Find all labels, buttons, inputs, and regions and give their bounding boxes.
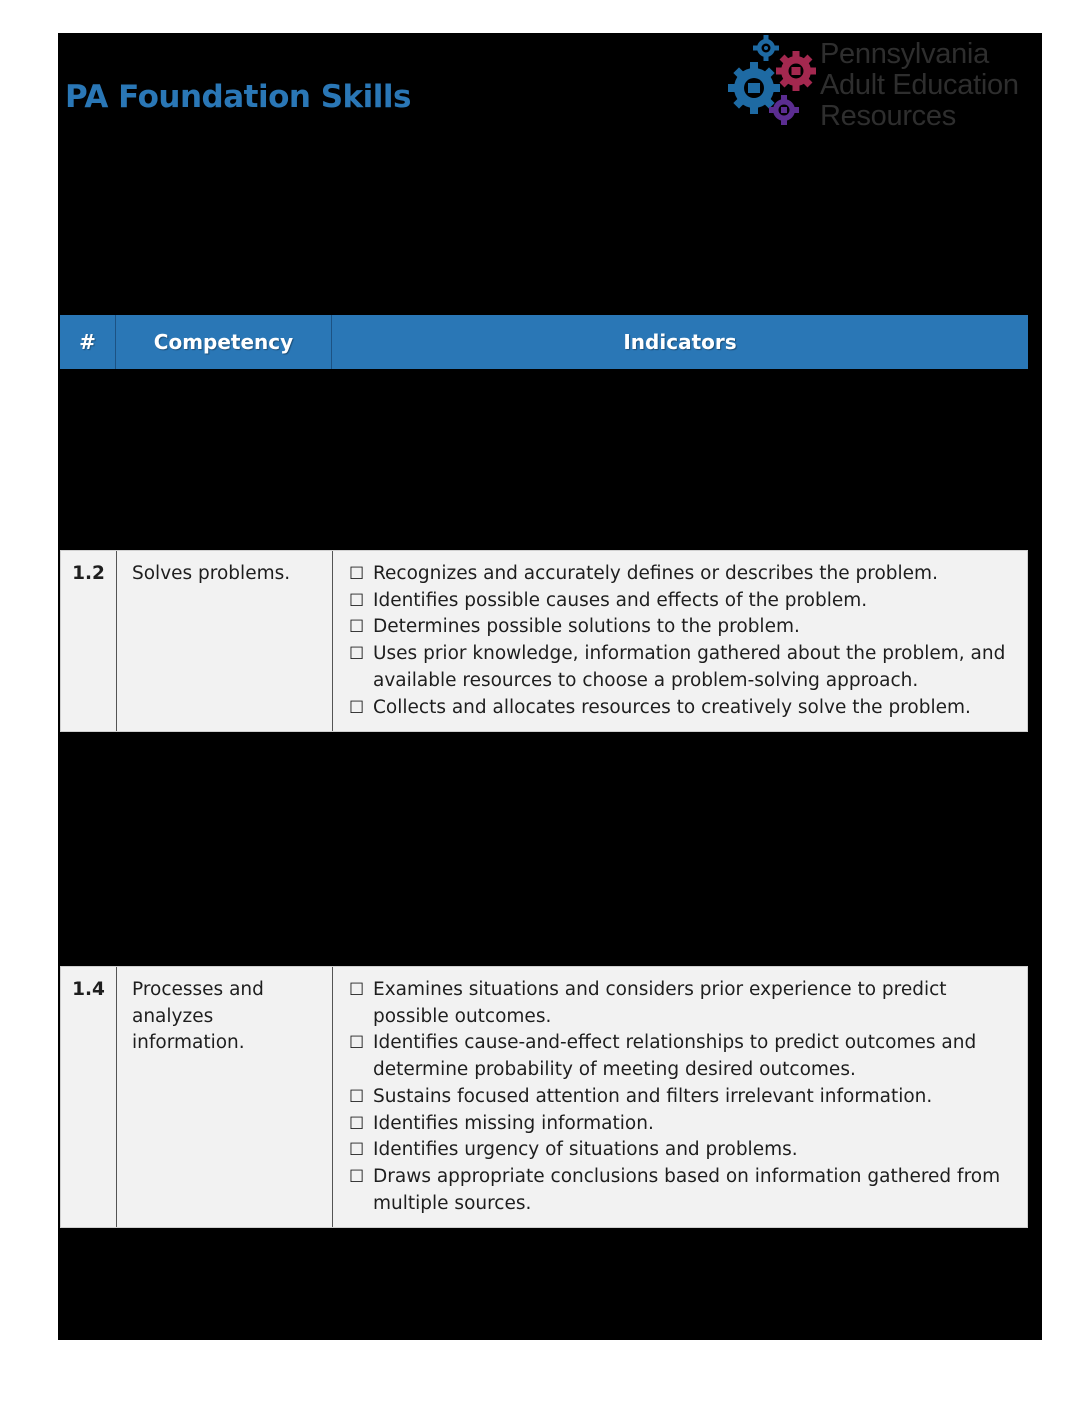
- indicator-item[interactable]: [349, 695, 1023, 722]
- checkbox-icon[interactable]: ☐: [349, 697, 365, 718]
- checkbox-icon[interactable]: ☐: [349, 1033, 365, 1054]
- checkbox-icon[interactable]: ☐: [349, 590, 365, 611]
- indicator-item[interactable]: [349, 588, 1023, 615]
- checkbox-icon[interactable]: ☐: [349, 980, 365, 1000]
- indicator-text: Recognizes and accurately defines or describes the problem.: [373, 563, 938, 584]
- checkbox-icon[interactable]: ☐: [349, 1113, 365, 1134]
- indicator-text: Identifies urgency of situations and problems.: [373, 1139, 798, 1161]
- checkbox-icon[interactable]: ☐: [349, 644, 365, 665]
- gears-logo-icon: [726, 33, 826, 133]
- indicator-item[interactable]: [349, 977, 1023, 1030]
- indicator-text: Examines situations and considers prior experience to predict possible outcomes.: [373, 979, 947, 1027]
- indicator-text: Determines possible solutions to the problem.: [373, 616, 800, 638]
- indicator-item[interactable]: [349, 1137, 1023, 1164]
- indicator-text: Collects and allocates resources to creatively solve the problem.: [373, 696, 971, 718]
- indicator-text: Identifies missing information.: [373, 1112, 654, 1134]
- indicator-text: Uses prior knowledge, information gathered about the problem, and available resources to choose a problem-solving approach.: [373, 643, 1006, 691]
- checkbox-icon[interactable]: ☐: [349, 1166, 365, 1187]
- logo-line: Resources: [820, 100, 956, 132]
- checkbox-icon[interactable]: ☐: [349, 617, 365, 638]
- checkbox-icon[interactable]: ☐: [349, 1140, 365, 1161]
- column-header-number: #: [60, 315, 116, 369]
- table-row: [60, 550, 1028, 732]
- indicator-item[interactable]: [349, 1030, 1023, 1083]
- competency-text: Processes and analyzes information.: [117, 967, 333, 1227]
- indicator-list: [333, 967, 1029, 1227]
- indicator-text: Identifies possible causes and effects of the problem.: [373, 589, 868, 611]
- indicator-item[interactable]: [349, 1084, 1023, 1111]
- table-row: [60, 966, 1028, 1228]
- indicator-list: [333, 551, 1029, 731]
- indicator-item[interactable]: [349, 1164, 1023, 1217]
- logo-line: Pennsylvania: [820, 38, 989, 70]
- indicator-item[interactable]: [349, 614, 1023, 641]
- document-page: [58, 33, 1042, 1340]
- column-header-indicators: Indicators: [623, 330, 737, 354]
- indicator-item[interactable]: [349, 561, 1023, 588]
- indicator-text: Identifies cause-and-effect relationships to predict outcomes and determine probability of meeting desired outcomes.: [373, 1032, 977, 1081]
- indicator-item[interactable]: [349, 641, 1023, 694]
- checkbox-icon[interactable]: ☐: [349, 1086, 365, 1107]
- indicator-text: Sustains focused attention and filters irrelevant information.: [373, 1085, 933, 1107]
- logo-line: Adult Education: [820, 69, 1019, 101]
- organization-logo: [726, 33, 1036, 133]
- competency-number: 1.2: [61, 551, 117, 731]
- table-header: [60, 315, 1028, 369]
- page-title: PA Foundation Skills: [65, 79, 412, 115]
- indicator-item[interactable]: [349, 1111, 1023, 1138]
- logo-wordmark: [820, 39, 1019, 132]
- indicator-text: Draws appropriate conclusions based on information gathered from multiple sources.: [373, 1165, 1001, 1214]
- competency-text: Solves problems.: [117, 551, 333, 731]
- column-header-competency: Competency: [116, 315, 332, 369]
- competency-number: 1.4: [61, 967, 117, 1227]
- checkbox-icon[interactable]: ☐: [349, 564, 365, 584]
